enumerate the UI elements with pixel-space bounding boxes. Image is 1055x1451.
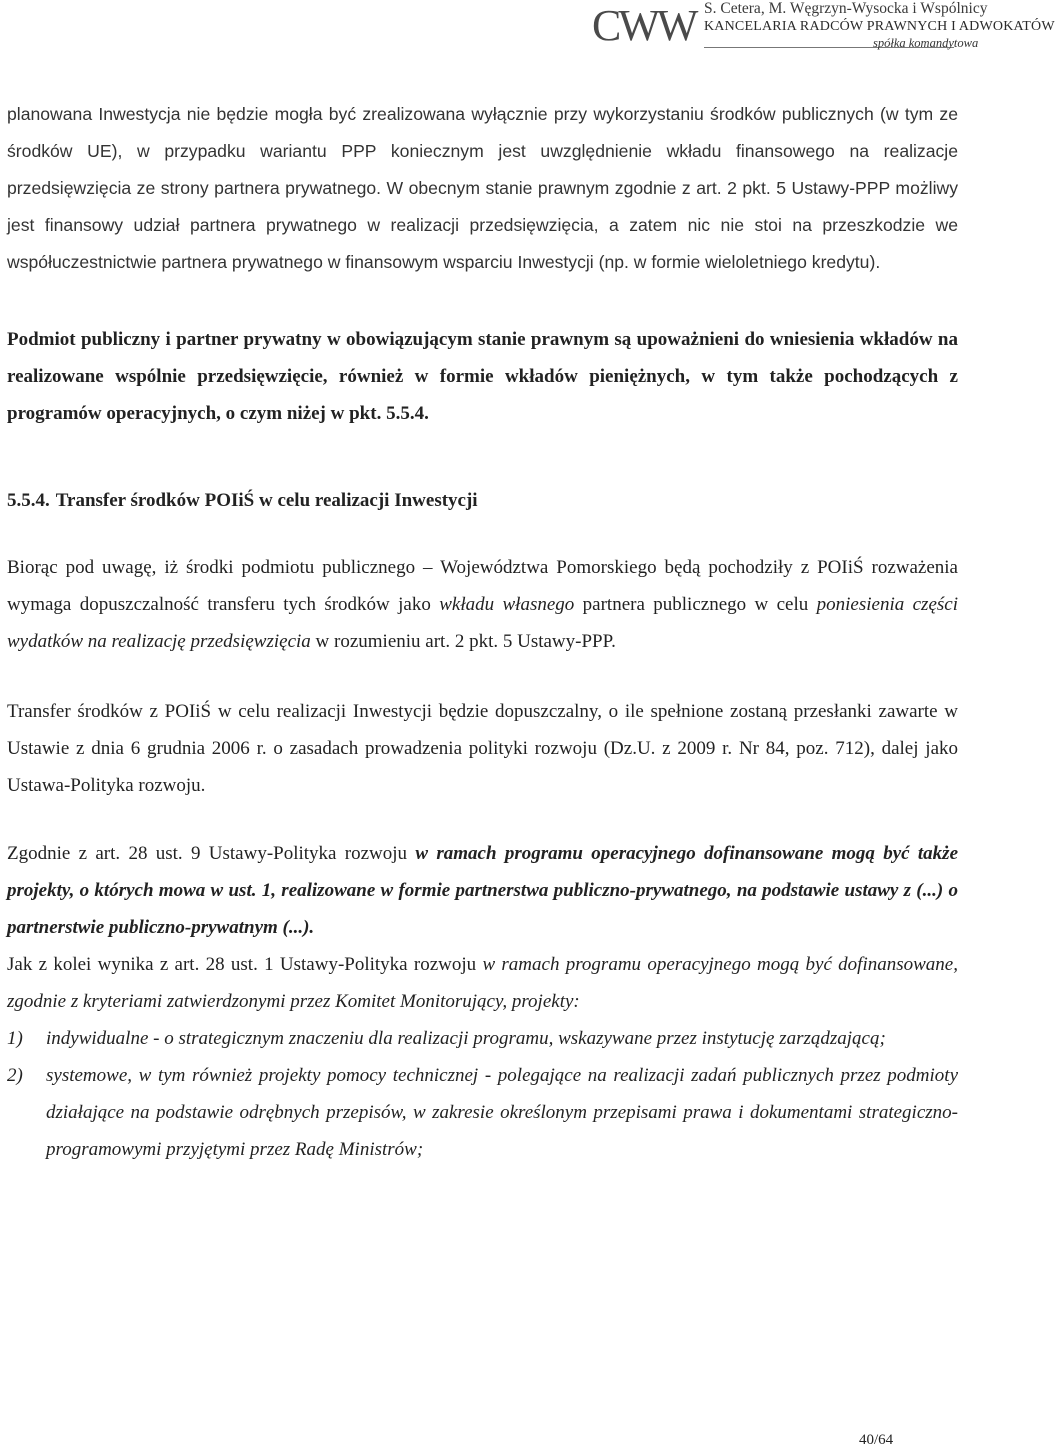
text-run: Jak z kolei wynika z art. 28 ust. 1 Ustawy-Polityka rozwoju [7,954,483,975]
paragraph-contributions: Podmiot publiczny i partner prywatny w obowiązującym stanie prawnym są upoważnieni do wniesienia wkładów na realizowane wspólnie przedsięwzięcie, również w formie wkładów pieniężnych, w tym także pochodzących z programów operacyjnych, o czym niżej w pkt. 5.5.4. [7,329,958,424]
text-run: Zgodnie z art. 28 ust. 9 Ustawy-Polityka rozwoju [7,843,416,864]
svg-text:CWW: CWW [592,1,696,50]
text-run: w rozumieniu art. 2 pkt. 5 Ustawy-PPP. [310,631,616,652]
list-marker: 2) [7,1065,23,1086]
text-run: Biorąc pod uwagę, iż środki podmiotu publicznego – Województwa Pomorskiego będą pochodziły z POIiŚ rozważenia wymaga dopuszczalność transferu tych środków jako [7,557,958,615]
letterhead [586,0,1055,56]
firm-type: KANCELARIA RADCÓW PRAWNYCH I ADWOKATÓW [704,19,1055,34]
firm-legal-form: spółka komandytowa [873,36,979,50]
section-number: 5.5.4. [7,490,50,511]
italic-term: wkładu własnego [439,594,575,615]
list-item [7,1020,958,1057]
paragraph-ppp-financing: planowana Inwestycja nie będzie mogła być zrealizowana wyłącznie przy wykorzystaniu środków publicznych (w tym ze środków UE), w przypadku wariantu PPP koniecznym jest uwzględnienie wkładu finansowego na realizacje przedsięwzięcia ze strony partnera prywatnego. W obecnym stanie prawnym zgodnie z art. 2 pkt. 5 Ustawy-PPP możliwy jest finansowy udział partnera prywatnego w realizacji przedsięwzięcia, a zatem nic nie stoi na przeszkodzie we współuczestnictwie partnera prywatnego w finansowym wsparciu Inwestycji (np. w formie wieloletniego kredytu). [7,104,958,272]
text-run: partnera publicznego w celu [574,594,817,615]
list-marker: 1) [7,1028,23,1049]
paragraph-art28-ust1 [7,946,958,1020]
quoted-provision: w ramach programu operacyjnego dofinansowane mogą być także projekty, o których mowa w ust. 1, realizowane w formie partnerstwa publiczno-prywatnego, na podstawie ustawy z (...) o partnerstwie publiczno-prywatnym (...). [7,843,959,938]
paragraph-admissibility: Transfer środków z POIiŚ w celu realizacji Inwestycji będzie dopuszczalny, o ile spełnione zostaną przesłanki zawarte w Ustawie z dnia 6 grudnia 2006 r. o zasadach prowadzenia polityki rozwoju (Dz.U. z 2009 r. Nr 84, poz. 712), dalej jako Ustawa-Polityka rozwoju. [7,701,958,796]
list-item-text: indywidualne - o strategicznym znaczeniu dla realizacji programu, wskazywane przez instytucję zarządzającą; [46,1028,886,1049]
list-item-text: systemowe, w tym również projekty pomocy technicznej - polegające na realizacji zadań publicznych przez podmioty działające na podstawie odrębnych przepisów, w zakresie określonym przepisami prawa i dokumentami strategiczno-programowymi przyjętymi przez Radę Ministrów; [46,1065,958,1160]
italic-term: poniesienia części wydatków na realizację przedsięwzięcia [7,594,958,652]
firm-name: S. Cetera, M. Węgrzyn-Wysocka i Wspólnicy [704,0,988,17]
section-heading [7,482,958,519]
paragraph-art28-ust9 [7,835,958,946]
quoted-provision: w ramach programu operacyjnego mogą być dofinansowane, zgodnie z kryteriami zatwierdzonymi przez Komitet Monitorujący, projekty: [7,954,958,1012]
list-item [7,1057,958,1168]
project-types-list [7,1020,958,1168]
document-body [7,96,958,1168]
page-number: 40/64 [859,1432,894,1448]
firm-logo [592,1,696,50]
section-title: Transfer środków POIiŚ w celu realizacji Inwestycji [55,490,478,511]
paragraph-poiis-transfer [7,549,958,660]
